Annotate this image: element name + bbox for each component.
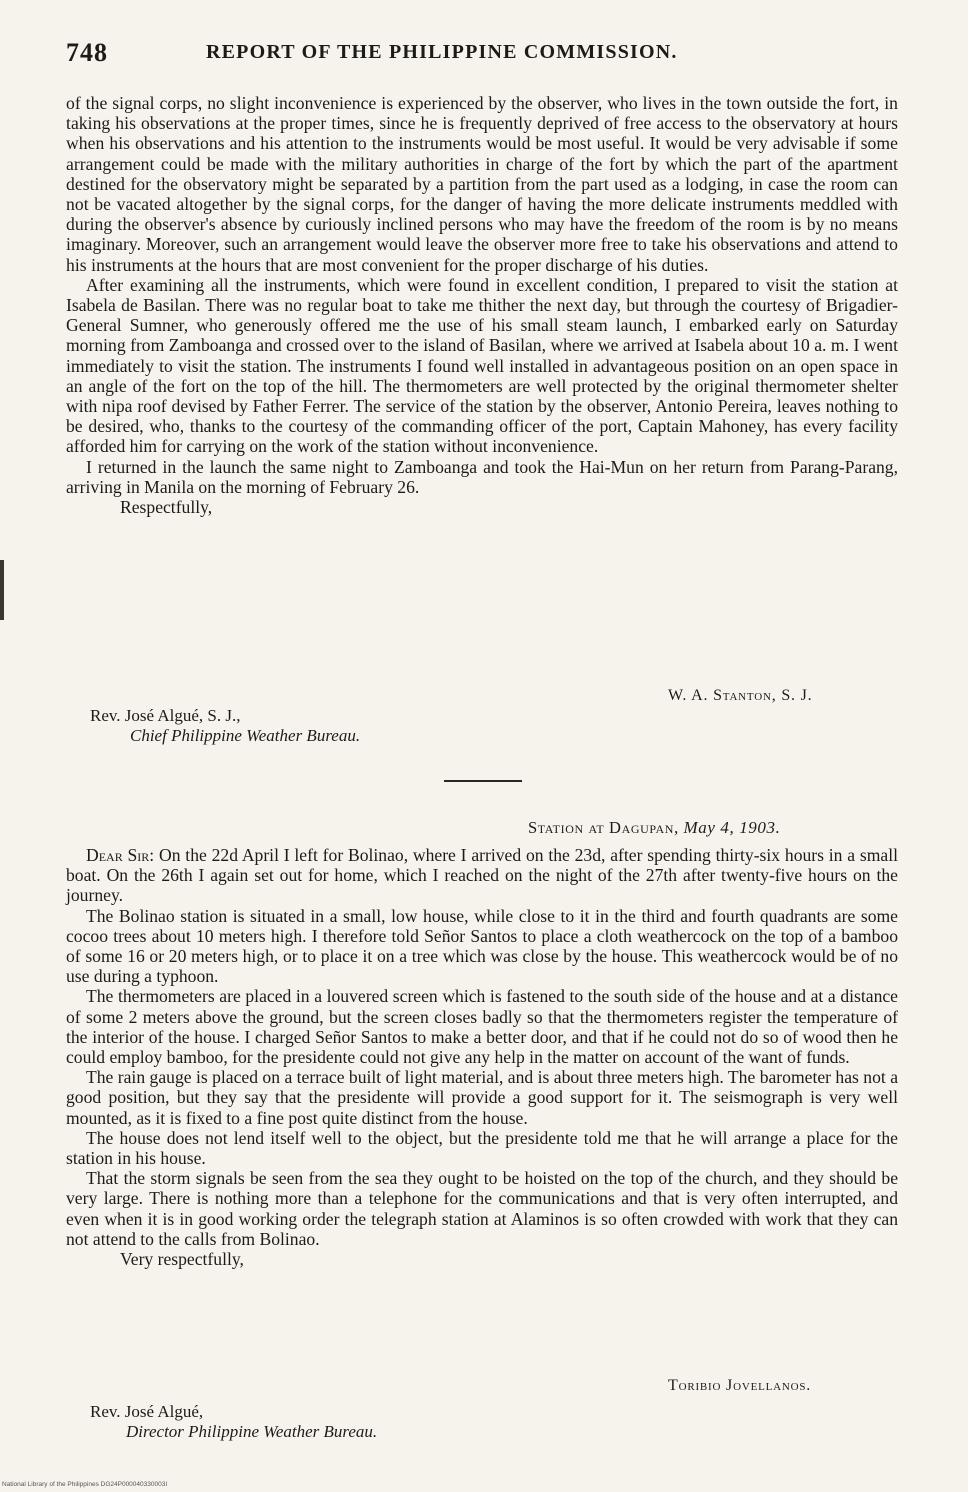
- letter2-paragraph: The Bolinao station is situated in a small, low house, while close to it in the third and fourth quadrants are some cocoo trees about 10 meters high. I therefore told Señor Santos to place a cloth weathercock on the top of a bamboo of some 16 or 20 meters high, or to place it on a tree which was close by the house. This weathercock would be of no use during a typhoon.: [66, 905, 898, 987]
- page-edge-shadow: [0, 560, 4, 620]
- dateline-date: May 4, 1903.: [683, 818, 781, 837]
- letter1-body: [66, 93, 898, 517]
- letter2-body: [66, 845, 898, 1269]
- letter2-salutation: Dear Sir:: [86, 845, 155, 865]
- letter2-paragraph: The rain gauge is placed on a terrace built of light material, and is about three meters high. The barometer has not a good position, but they say that the presidente will provide a good support for it. The seismograph is very well mounted, as it is fixed to a fine post quite distinct from the house.: [66, 1067, 898, 1128]
- letter2-addressee: [90, 1402, 377, 1442]
- letter2-paragraph: That the storm signals be seen from the sea they ought to be hoisted on the top of the church, and they should be very large. There is nothing more than a telephone for the communications and that is very often interrupted, and even when it is in good working order the telegraph station at Alaminos is so often crowded with work that they can not attend to the calls from Bolinao.: [66, 1168, 898, 1249]
- letter1-paragraph: of the signal corps, no slight inconvenience is experienced by the observer, who lives in the town outside the fort, in taking his observations at the proper times, since he is frequently deprived of free access to the observatory at hours when his observations and his attention to the instruments would be most useful. It would be very advisable if some arrangement could be made with the military authorities in charge of the fort by which the part of the apartment destined for the observatory might be separated by a partition from the part used as a lodging, in case the room can not be vacated altogether by the signal corps, for the danger of having the more delicate instruments meddled with during the observer's absence by curiously inclined persons who may have the freedom of the room is by no means imaginary. Moreover, such an arrangement would leave the observer more free to take his observations and attend to his instruments at the hours that are most convenient for the proper discharge of his duties.: [66, 93, 898, 275]
- addressee-name: Rev. José Algué, S. J.,: [90, 706, 241, 725]
- running-title: REPORT OF THE PHILIPPINE COMMISSION.: [206, 41, 678, 63]
- letter2-dateline: [528, 818, 780, 838]
- letter2-paragraph: The thermometers are placed in a louvered screen which is fastened to the south side of the house and at a distance of some 2 meters above the ground, but the screen closes badly so that the thermometers register the temperature of the interior of the house. I charged Señor Santos to make a better door, and that if he could not do so of wood then he could employ bamboo, for the presidente could not give any help in the matter on account of the want of funds.: [66, 986, 898, 1068]
- section-divider: [444, 780, 522, 782]
- addressee-name: Rev. José Algué,: [90, 1402, 204, 1421]
- letter2-closing: Very respectfully,: [120, 1249, 244, 1270]
- letter2-signature: Toribio Jovellanos.: [668, 1377, 812, 1394]
- dateline-place: Station at Dagupan,: [528, 818, 679, 837]
- page-number: 748: [66, 38, 108, 67]
- page-header: [66, 38, 896, 72]
- scan-footer: National Library of the Philippines DG24P000040330003I: [2, 1481, 168, 1488]
- letter2-paragraph: The house does not lend itself well to the object, but the presidente told me that he will arrange a place for the station in his house.: [66, 1127, 898, 1169]
- addressee-title: Director Philippine Weather Bureau.: [126, 1422, 378, 1441]
- letter1-signature: W. A. Stanton, S. J.: [668, 687, 813, 704]
- letter1-addressee: [90, 706, 360, 746]
- letter1-paragraph: I returned in the launch the same night to Zamboanga and took the Hai-Mun on her return from Parang-Parang, arriving in Manila on the morning of February 26.: [66, 456, 898, 497]
- letter1-paragraph: After examining all the instruments, which were found in excellent condition, I prepared to visit the station at Isabela de Basilan. There was no regular boat to take me thither the next day, but through the courtesy of Brigadier-General Sumner, who generously offered me the use of his small steam launch, I embarked early on Saturday morning from Zamboanga and crossed over to the island of Basilan, where we arrived at Isabela about 10 a. m. I went immediately to visit the station. The instruments I found well installed in advantageous position on an open space in an angle of the fort on the top of the hill. The thermometers are well protected by the original thermometer shelter with nipa roof devised by Father Ferrer. The service of the station by the observer, Antonio Pereira, leaves nothing to be desired, who, thanks to the courtesy of the commanding officer of the port, Captain Mahoney, has every facility afforded him for carrying on the work of the station without inconvenience.: [66, 274, 898, 457]
- letter2-paragraph: On the 22d April I left for Bolinao, where I arrived on the 23d, after spending thirty-six hours in a small boat. On the 26th I again set out for home, which I reached on the night of the 27th after twenty-five hours on the journey.: [66, 845, 899, 906]
- addressee-title: Chief Philippine Weather Bureau.: [130, 726, 361, 745]
- letter1-closing: Respectfully,: [120, 497, 213, 518]
